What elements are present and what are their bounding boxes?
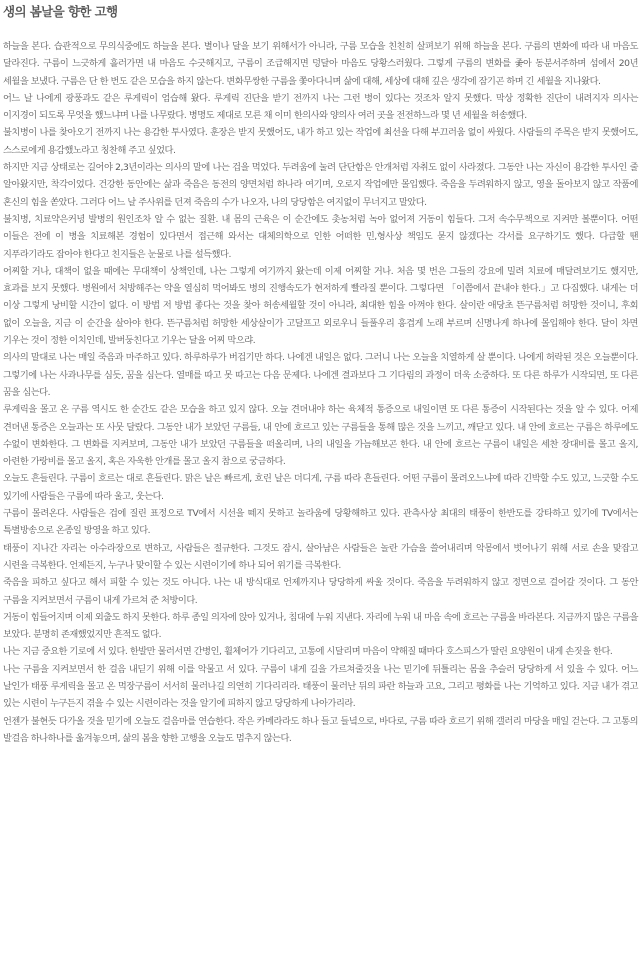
paragraph-8: 루게릭을 몰고 온 구름 역시도 한 순간도 같은 모습을 하고 있지 않다. 오늘 견뎌내야 하는 육체적 통증으로 내일이면 또 다른 통증이 시작된다는 것을 알 수 있다. 어제 견뎌낸 통증은 오늘과는 또 사뭇 달랐다. 그동안 내가 보았던 구름들, 내 안에 흐르고 있는 구름들을 통해 많은 것을 느끼고, 깨닫고 있다. 내 안에 흐르는 구름은 하루에도 수없이 변화한다. 그 변화를 지켜보며, 그동안 내가 보았던 구름들을 떠올리며, 나의 내일을 가늠해보곤 한다. 내 안에 흐르는 구름이 내일은 세찬 장대비를 몰고 올지, 아련한 가랑비를 몰고 올지, 혹은 자욱한 안개를 몰고 올지 참으로 궁금하다. bbox=[3, 404, 638, 468]
paragraph-6: 어찌할 거나, 대책이 없을 때에는 무대책이 상책인데, 나는 그렇게 여기까지 왔는데 이제 어찌할 거나. 처음 몇 번은 그들의 강요에 밀려 치료에 매달려보기도 했지만, 효과를 보지 못했다. 병원에서 처방해주는 약을 열심히 먹어봐도 병의 진행속도가 현저하게 빨라질 뿐이다. 그렇다면 「이쯤에서 끝내야 한다.」고 다짐했다. 내게는 더 이상 그렇게 낭비할 시간이 없다. 이 방법 저 방법 좋다는 것을 찾아 허송세월할 것이 아니라, 최대한 힘을 아껴야 한다. 살이란 애당초 뜬구름처럼 허망한 것이니, 후회 없이 오늘을, 지금 이 순간을 살아야 한다. 뜬구름처럼 허망한 세상살이가 고달프고 외로우니 들풀우리 흥겹게 노래 부르며 신명나게 하나에 몰입해야 한다. 달이 차면 기우는 것이 정한 이치인데, 발버둥친다고 기우는 달을 어찌 막으랴. bbox=[3, 265, 638, 347]
title-spacer bbox=[3, 22, 638, 38]
paragraph-14: 나는 지금 중요한 기로에 서 있다. 한발만 물러서면 간병인, 휠체어가 기다리고, 고통에 시달리며 마음이 약해질 때마다 호스피스가 딸린 요양원이 내게 손짓을 한다. bbox=[3, 646, 613, 658]
paragraph-1: 하늘을 본다. 습관적으로 무의식중에도 하늘을 본다. 별이나 달을 보기 위해서가 아니라, 구름 모습을 친친히 살펴보기 위해 하늘을 본다. 구름의 변화에 따라 내 마음도 달라진다. 구름이 느긋하게 흘러가면 내 마음도 수긋해지고, 구름이 조급해지면 덩달아 마음도 당황스러웠다. 그렇게 구름의 변화를 좇아 동분서주하며 섬에서 20년 세월을 보냈다. 구름은 단 한 번도 같은 모습을 하지 않는다. 변화무쌍한 구름을 쫓아다니며 삶에 대해, 세상에 대해 깊은 생각에 잠기곤 하며 긴 세월을 지나왔다. bbox=[3, 41, 638, 87]
article-title: 생의 봄날을 향한 고행 bbox=[3, 4, 118, 19]
paragraph-9: 오늘도 흔들린다. 구름이 흐르는 대로 흔들린다. 맑은 날은 빠르게, 흐린 날은 더디게, 구름 따라 흔들린다. 어떤 구름이 몰려오느냐에 따라 긴박할 수도 있고, 느긋할 수도 있기에 사람들은 구름에 따라 울고, 웃는다. bbox=[3, 473, 638, 502]
paragraph-16: 언젠가 불현듯 다가올 것을 믿기에 오늘도 걸음마를 연습한다. 작은 카메라라도 하나 들고 들녘으로, 바다로, 구름 따라 흐르기 위해 갤러리 마당을 매일 걷는다. 그 고통의 발걸음 하나하나를 옮겨놓으며, 삶의 봄을 향한 고행을 오늘도 멈추지 않는다. bbox=[3, 715, 638, 744]
paragraph-15: 나는 구름을 지켜보면서 한 걸음 내딛기 위해 이를 악물고 서 있다. 구름이 내게 길을 가르쳐줄것을 나는 믿기에 뒤틀리는 몸을 추슬러 당당하게 서 있을 수 있다. 어느 날인가 태풍 루게릭을 몰고 온 먹장구름이 서서히 물러나길 의연히 기다리리라. 태풍이 물러난 뒤의 파란 하늘과 고요, 그리고 평화를 나는 기억하고 있다. 지금 내가 겪고 있는 시련이 누구든지 겪을 수 있는 시련이라는 것을 알기에 피하지 않고 당당하게 나아가리라. bbox=[3, 663, 638, 710]
paragraph-11: 태풍이 지나간 자리는 아수라장으로 변하고, 사람들은 절규한다. 그것도 잠시, 살아남은 사람들은 놀란 가슴을 쓸어내리며 악몽에서 벗어나기 위해 서로 손을 맞잡고 시련을 극복한다. 언제든지, 누구나 맞이할 수 있는 시련이기에 하나 되어 위기를 극복한다. bbox=[3, 542, 638, 571]
paragraph-10: 구름이 몰려온다. 사람들은 겁에 질린 표정으로 TV에서 시선을 떼지 못하고 놀라움에 당황해하고 있다. 관측사상 최대의 태풍이 한반도를 강타하고 있기에 TV에서는 특별방송으로 온종일 방영을 하고 있다. bbox=[3, 508, 638, 537]
paragraph-13: 거동이 힘들어지며 이제 외출도 하지 못한다. 하루 종일 의자에 앉아 있거나, 침대에 누워 지낸다. 자리에 누워 내 마음 속에 흐르는 구름을 바라본다. 지금까지 많은 구름을 보았다. 분명히 존재했었지만 흔적도 없다. bbox=[3, 611, 638, 641]
paragraph-5: 불치병, 치료약은커녕 발병의 원인조차 알 수 없는 질환. 내 몸의 근육은 이 순간에도 촛농처럼 녹아 없어져 거동이 힘들다. 그저 속수무책으로 지켜만 볼뿐이다. 어떤 이들은 전에 이 병을 치료해본 경험이 있다면서 접근해 와서는 대체의학으로 인한 어떠한 민,형사상 책임도 묻지 않겠다는 각서를 요구하기도 했다. 다급할 땐 지푸라기라도 잡아야 한다고 친지들은 눈물로 나를 설득했다. bbox=[3, 213, 638, 260]
article-body bbox=[3, 38, 638, 747]
paragraph-4: 하지만 지금 상태로는 길어야 2,3년이라는 의사의 말에 나는 겁을 먹었다. 두려움에 눌려 단단함은 안개처럼 자취도 없이 사라졌다. 그동안 나는 자신이 용감한 투사인 줄 알아왔지만, 착각이었다. 건강한 동안에는 삶과 죽음은 동전의 양면처럼 하나라 여기며, 오로지 작업에만 몰입했다. 죽음을 두려워하지 않고, 영을 돌아보지 않고 작품에 혼신의 힘을 쏟았다. 그러다 어느 날 주사위를 던져 죽음의 수가 나오자, 나의 당당함은 여지없이 무너지고 말았다. bbox=[3, 162, 638, 208]
paragraph-7: 의사의 말대로 나는 매일 죽음과 마주하고 있다. 하루하루가 버겁기만 하다. 나에겐 내일은 없다. 그러니 나는 오늘을 치열하게 살 뿐이다. 나에게 허락된 것은 오늘뿐이다. 그렇기에 나는 사과나무를 심듯, 꿈을 심는다. 열매를 따고 못 따고는 다음 문제다. 나에겐 결과보다 그 기다림의 과정이 더욱 소중하다. 또 다른 하루가 시작되면, 또 다른 꿈을 심는다. bbox=[3, 352, 638, 398]
paragraph-2: 어느 날 나에게 광풍과도 같은 루게릭이 엄습해 왔다. 루게릭 진단을 받기 전까지 나는 그런 병이 있다는 것조차 알지 못했다. 막상 정확한 진단이 내려지자 의사는 이지경이 되도록 무엇을 했느냐며 나를 나무랐다. 병명도 제대로 모른 채 이미 한의사와 양의사 여러 곳을 전전하느라 몇 년 세월을 허송했다. bbox=[3, 92, 638, 122]
paragraph-3: 불치병이 나를 찾아오기 전까지 나는 용감한 투사였다. 훈장은 받지 못했어도, 내가 하고 있는 작업에 최선을 다해 부끄러움 없이 싸웠다. 사람들의 주목은 받지 못했어도, 스스로에게 용감했노라고 칭찬해 주고 싶었다. bbox=[3, 127, 638, 156]
paragraph-12: 죽음을 피하고 싶다고 해서 피할 수 있는 것도 아니다. 나는 내 방식대로 언제까지나 당당하게 싸울 것이다. 죽음을 두려워하지 않고 정면으로 걸어갈 것이다. 그 동안 구름을 지켜보면서 구름이 내게 가르쳐 준 처방이다. bbox=[3, 577, 638, 606]
